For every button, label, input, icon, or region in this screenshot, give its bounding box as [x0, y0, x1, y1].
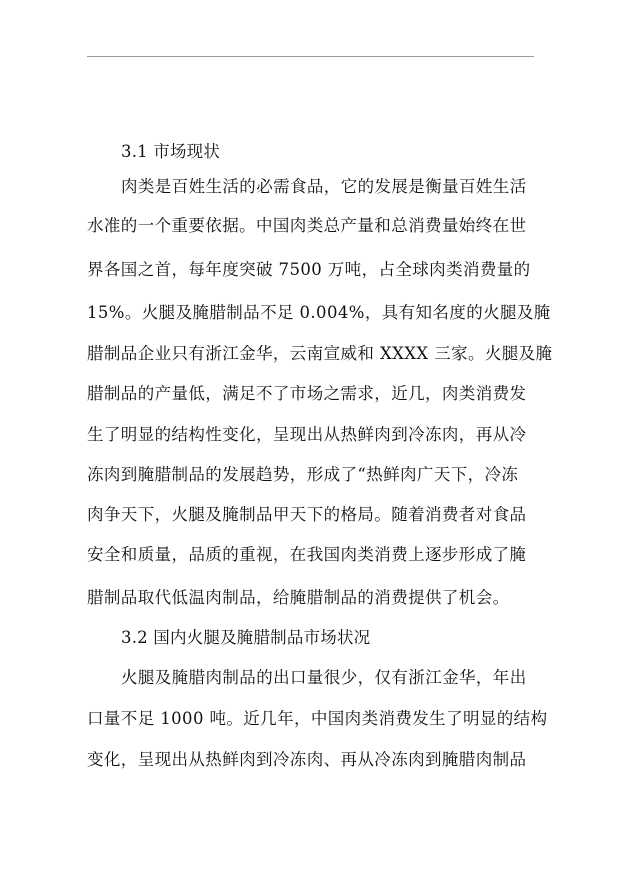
paragraph-line: 变化，呈现出从热鲜肉到冷冻肉、再从冷冻肉到腌腊肉制品 [87, 750, 527, 769]
paragraph-line: 15%。火腿及腌腊制品不足 0.004%，具有知名度的火腿及腌 [87, 303, 551, 322]
section-heading-3-2: 3.2 国内火腿及腌腊制品市场状况 [121, 628, 371, 647]
paragraph-line: 肉类是百姓生活的必需食品，它的发展是衡量百姓生活 [121, 177, 527, 196]
header-rule [87, 56, 534, 57]
paragraph-line: 界各国之首，每年度突破 7500 万吨，占全球肉类消费量的 [87, 260, 531, 279]
paragraph-line: 安全和质量，品质的重视，在我国肉类消费上逐步形成了腌 [87, 545, 527, 564]
paragraph-line: 水准的一个重要依据。中国肉类总产量和总消费量始终在世 [87, 216, 527, 235]
paragraph-line: 腊制品企业只有浙江金华，云南宣威和 XXXX 三家。火腿及腌 [87, 344, 553, 363]
paragraph-line: 口量不足 1000 吨。近几年，中国肉类消费发生了明显的结构 [87, 709, 548, 728]
section-heading-3-1: 3.1 市场现状 [121, 142, 221, 161]
paragraph-line: 腊制品的产量低，满足不了市场之需求，近几，肉类消费发 [87, 384, 527, 403]
paragraph-line: 冻肉到腌腊制品的发展趋势，形成了“热鲜肉广天下，冷冻 [87, 465, 519, 484]
paragraph-line: 肉争天下，火腿及腌制品甲天下的格局。随着消费者对食品 [87, 505, 527, 524]
paragraph-line: 腊制品取代低温肉制品，给腌腊制品的消费提供了机会。 [87, 588, 510, 607]
paragraph-line: 火腿及腌腊肉制品的出口量很少，仅有浙江金华，年出 [121, 668, 527, 687]
paragraph-line: 生了明显的结构性变化，呈现出从热鲜肉到冷冻肉，再从冷 [87, 425, 527, 444]
